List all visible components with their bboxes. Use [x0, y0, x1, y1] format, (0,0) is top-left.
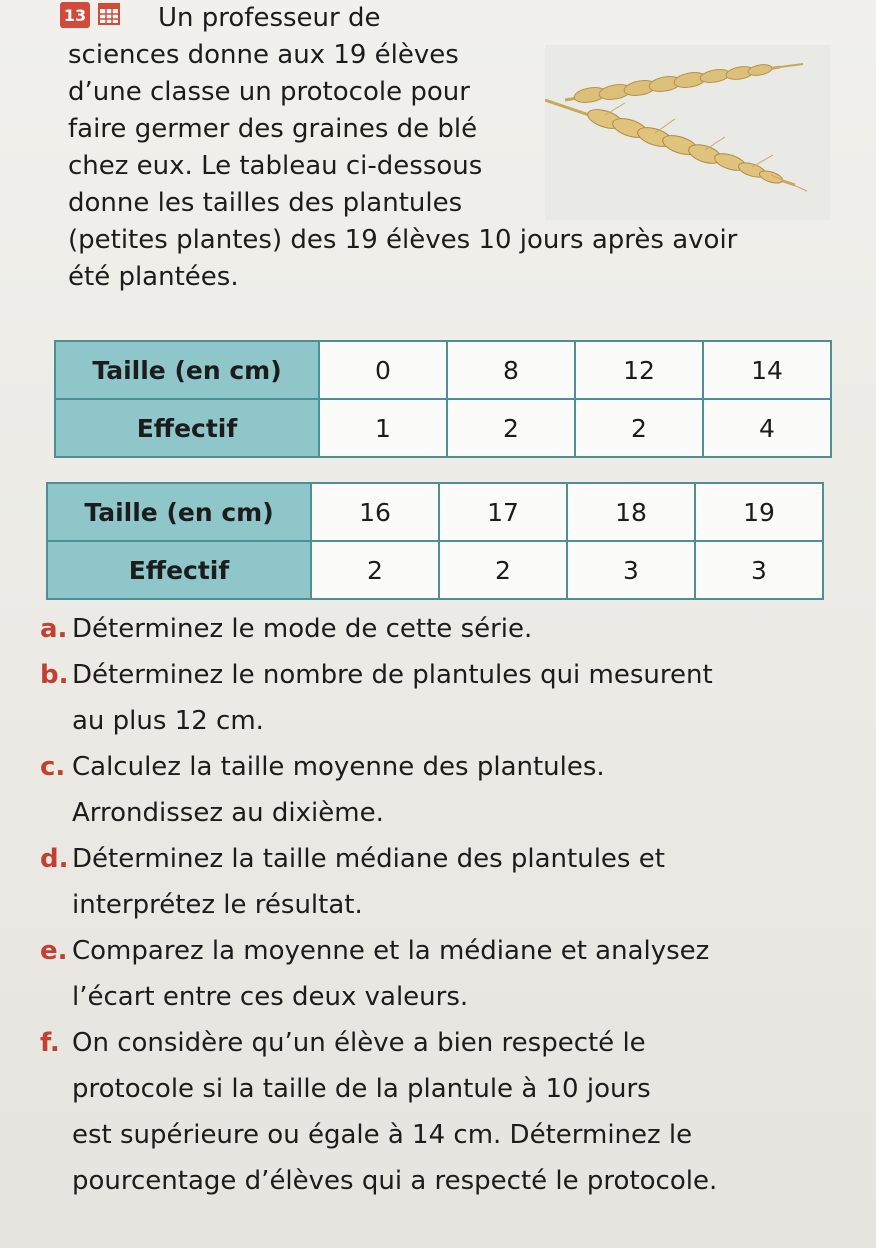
- question-line: au plus 12 cm.: [72, 706, 264, 736]
- table-cell: 2: [311, 541, 439, 599]
- intro-line: d’une classe un protocole pour: [68, 77, 470, 107]
- question-a: [40, 606, 860, 652]
- question-line: protocole si la taille de la plantule à 10 jours: [72, 1074, 651, 1104]
- frequency-table-1: [54, 340, 832, 458]
- table-cell: 14: [703, 341, 831, 399]
- question-line: Déterminez le nombre de plantules qui mesurent: [72, 660, 713, 690]
- question-line: l’écart entre ces deux valeurs.: [72, 982, 469, 1012]
- intro-line: (petites plantes) des 19 élèves 10 jours après avoir: [68, 225, 738, 255]
- row-header-taille: Taille (en cm): [55, 341, 319, 399]
- question-c: [40, 744, 860, 836]
- question-letter: c.: [40, 752, 66, 782]
- table-cell: 12: [575, 341, 703, 399]
- table-cell: 17: [439, 483, 567, 541]
- intro-line: chez eux. Le tableau ci-dessous: [68, 151, 483, 181]
- table-cell: 2: [447, 399, 575, 457]
- table-cell: 3: [567, 541, 695, 599]
- question-line: On considère qu’un élève a bien respecté le: [72, 1028, 646, 1058]
- question-b: [40, 652, 860, 744]
- table-cell: 8: [447, 341, 575, 399]
- question-line: Arrondissez au dixième.: [72, 798, 384, 828]
- table-cell: 16: [311, 483, 439, 541]
- question-d: [40, 836, 860, 928]
- table-cell: 4: [703, 399, 831, 457]
- question-f: [40, 1020, 860, 1204]
- table-row-taille: [47, 483, 823, 541]
- question-line: Déterminez la taille médiane des plantules et: [72, 844, 665, 874]
- question-line: interprétez le résultat.: [72, 890, 363, 920]
- table-cell: 19: [695, 483, 823, 541]
- wheat-ears-image: [545, 45, 830, 220]
- table-row-taille: [55, 341, 831, 399]
- intro-line: Un professeur de: [158, 3, 381, 33]
- table-cell: 0: [319, 341, 447, 399]
- table-cell: 2: [575, 399, 703, 457]
- table-row-effectif: [47, 541, 823, 599]
- table-cell: 2: [439, 541, 567, 599]
- question-line: pourcentage d’élèves qui a respecté le protocole.: [72, 1166, 718, 1196]
- question-letter: d.: [40, 844, 69, 874]
- intro-line: été plantées.: [68, 262, 239, 292]
- questions-list: [40, 606, 860, 1204]
- row-header-taille: Taille (en cm): [47, 483, 311, 541]
- table-cell: 18: [567, 483, 695, 541]
- question-line: Calculez la taille moyenne des plantules.: [72, 752, 605, 782]
- intro-line: sciences donne aux 19 élèves: [68, 40, 459, 70]
- question-letter: b.: [40, 660, 69, 690]
- intro-line: faire germer des graines de blé: [68, 114, 478, 144]
- table-cell: 1: [319, 399, 447, 457]
- question-line: Comparez la moyenne et la médiane et analysez: [72, 936, 710, 966]
- question-e: [40, 928, 860, 1020]
- question-letter: f.: [40, 1028, 60, 1058]
- question-line: Déterminez le mode de cette série.: [72, 614, 533, 644]
- exercise-number-badge: 13: [60, 2, 90, 28]
- row-header-effectif: Effectif: [47, 541, 311, 599]
- question-line: est supérieure ou égale à 14 cm. Déterminez le: [72, 1120, 693, 1150]
- intro-line: donne les tailles des plantules: [68, 188, 463, 218]
- table-row-effectif: [55, 399, 831, 457]
- frequency-table-2: [46, 482, 824, 600]
- table-cell: 3: [695, 541, 823, 599]
- row-header-effectif: Effectif: [55, 399, 319, 457]
- question-letter: e.: [40, 936, 68, 966]
- question-letter: a.: [40, 614, 68, 644]
